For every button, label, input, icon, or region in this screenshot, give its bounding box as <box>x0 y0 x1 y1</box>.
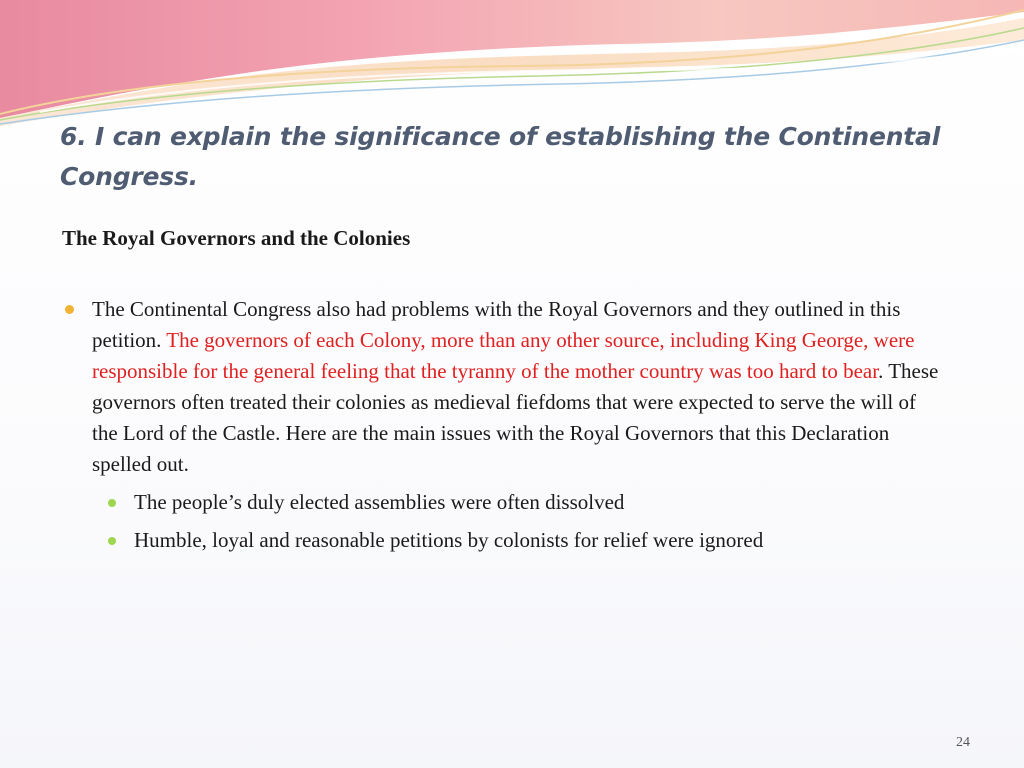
sub-bullet-list <box>64 487 944 556</box>
main-bullet-text <box>92 297 938 476</box>
main-bullet-text-red: The governors of each Colony, more than any other source, including King George, were responsible for the general feeling that the tyranny of the mother country was too hard to bear <box>92 328 915 383</box>
decorative-header-swoosh <box>0 0 1024 130</box>
sub-bullet-text: The people’s duly elected assemblies were often dissolved <box>134 490 625 514</box>
slide-body <box>64 294 944 563</box>
sub-bullet-text: Humble, loyal and reasonable petitions by colonists for relief were ignored <box>134 528 764 552</box>
sub-bullet <box>64 525 944 556</box>
sub-bullet-dot-icon <box>108 537 116 545</box>
page-number: 24 <box>956 735 970 750</box>
slide-subtitle: The Royal Governors and the Colonies <box>62 226 411 250</box>
sub-bullet <box>64 487 944 518</box>
main-bullet-text-part3: . These governors often treated their colonies as medieval fiefdoms that were expected to serve the will of the Lord of the Castle. Here are the main issues with the Royal Governors that this Declaration spelled out. <box>92 359 939 476</box>
main-bullet <box>64 294 944 480</box>
slide-title: 6. I can explain the significance of establishing the Continental Congress. <box>60 122 941 191</box>
bullet-dot-icon <box>65 305 74 314</box>
sub-bullet-dot-icon <box>108 499 116 507</box>
main-bullet-text-part1: The Continental Congress also had problems with the Royal Governors and they outlined in this petition. <box>92 297 901 352</box>
